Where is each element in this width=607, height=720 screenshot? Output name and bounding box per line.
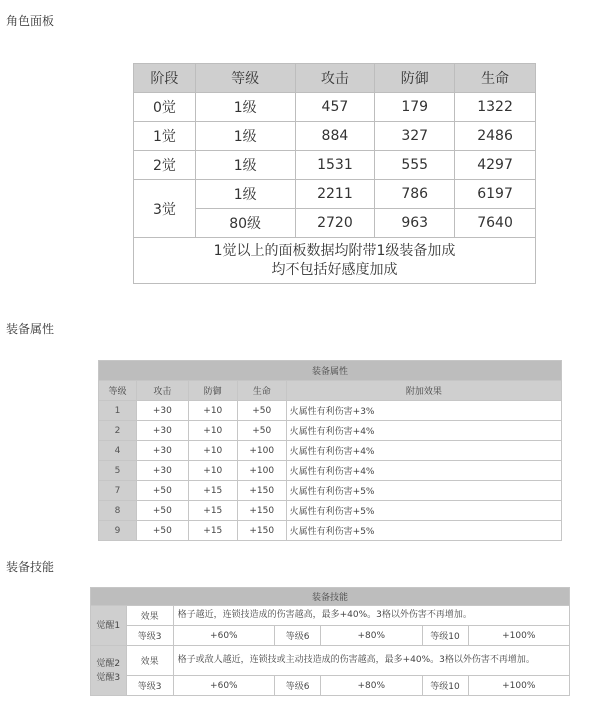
table-row [99, 421, 562, 441]
effect-cell: 火属性有利伤害+3% [286, 401, 561, 421]
level-label: 等级3 [126, 626, 173, 646]
level-label: 等级10 [422, 676, 468, 696]
defense-cell: +15 [188, 481, 237, 501]
note-line: 1觉以上的面板数据均附带1级装备加成 [213, 242, 456, 259]
stage-cell: 0觉 [134, 93, 196, 122]
header-attack: 攻击 [136, 381, 188, 401]
effect-cell: 火属性有利伤害+4% [286, 461, 561, 481]
attack-cell: +30 [136, 441, 188, 461]
level-cell: 2 [99, 421, 137, 441]
header-defense: 防御 [188, 381, 237, 401]
skill-effect-row [91, 646, 570, 676]
table-header-row [99, 381, 562, 401]
table-row [134, 151, 536, 180]
skill-level-row [91, 676, 570, 696]
effect-label: 效果 [126, 606, 173, 626]
table-row [99, 521, 562, 541]
skill-level-row [91, 626, 570, 646]
level-cell: 80级 [195, 209, 295, 238]
level-cell: 8 [99, 501, 137, 521]
awaken-group-label [91, 646, 127, 696]
hp-cell: +50 [237, 421, 286, 441]
table-title-row [99, 361, 562, 381]
level-cell: 4 [99, 441, 137, 461]
effect-label: 效果 [126, 646, 173, 676]
level-value: +100% [468, 676, 569, 696]
defense-cell: 555 [375, 151, 455, 180]
hp-cell: +50 [237, 401, 286, 421]
hp-cell: 1322 [455, 93, 536, 122]
effect-description: 格子越近，连锁技造成的伤害越高，最多+40%。3格以外伤害不再增加。 [173, 606, 569, 626]
defense-cell: +10 [188, 421, 237, 441]
level-cell: 9 [99, 521, 137, 541]
header-defense: 防御 [375, 64, 455, 93]
table-row [99, 461, 562, 481]
stage-cell: 1觉 [134, 122, 196, 151]
attack-cell: 884 [295, 122, 375, 151]
skill-effect-row [91, 606, 570, 626]
attack-cell: 1531 [295, 151, 375, 180]
hp-cell: 7640 [455, 209, 536, 238]
defense-cell: 179 [375, 93, 455, 122]
character-panel-table [133, 63, 536, 284]
awaken-label-line: 觉醒2 [96, 658, 121, 669]
stage-cell: 3觉 [134, 180, 196, 238]
equipment-attributes-table [98, 360, 562, 541]
table-row [134, 122, 536, 151]
hp-cell: 2486 [455, 122, 536, 151]
section-title-panel: 角色面板 [6, 14, 55, 28]
table-title: 装备属性 [99, 361, 562, 381]
awaken-label-line: 觉醒3 [96, 672, 121, 683]
level-cell: 1级 [195, 180, 295, 209]
effect-cell: 火属性有利伤害+4% [286, 421, 561, 441]
header-hp: 生命 [455, 64, 536, 93]
attack-cell: +30 [136, 421, 188, 441]
effect-cell: 火属性有利伤害+5% [286, 521, 561, 541]
defense-cell: 786 [375, 180, 455, 209]
attack-cell: 2720 [295, 209, 375, 238]
defense-cell: 327 [375, 122, 455, 151]
level-cell: 1 [99, 401, 137, 421]
effect-cell: 火属性有利伤害+4% [286, 441, 561, 461]
defense-cell: +10 [188, 401, 237, 421]
level-value: +80% [321, 676, 422, 696]
hp-cell: +100 [237, 461, 286, 481]
header-attack: 攻击 [295, 64, 375, 93]
table-title: 装备技能 [91, 588, 570, 606]
level-label: 等级3 [126, 676, 173, 696]
table-row [99, 441, 562, 461]
defense-cell: +10 [188, 441, 237, 461]
attack-cell: +30 [136, 461, 188, 481]
effect-cell: 火属性有利伤害+5% [286, 481, 561, 501]
attack-cell: +50 [136, 521, 188, 541]
level-value: +100% [468, 626, 569, 646]
effect-description: 格子或敌人越近，连锁技或主动技造成的伤害越高，最多+40%。3格以外伤害不再增加。 [173, 646, 569, 676]
attack-cell: +30 [136, 401, 188, 421]
defense-cell: +10 [188, 461, 237, 481]
attack-cell: +50 [136, 501, 188, 521]
effect-cell: 火属性有利伤害+5% [286, 501, 561, 521]
hp-cell: +150 [237, 481, 286, 501]
attack-cell: 2211 [295, 180, 375, 209]
level-label: 等级6 [275, 676, 321, 696]
header-effect: 附加效果 [286, 381, 561, 401]
defense-cell: +15 [188, 501, 237, 521]
header-level: 等级 [195, 64, 295, 93]
level-cell: 1级 [195, 93, 295, 122]
section-title-equip: 装备属性 [6, 322, 55, 336]
attack-cell: +50 [136, 481, 188, 501]
equipment-skills-table [90, 587, 570, 696]
level-cell: 1级 [195, 122, 295, 151]
note-line: 均不包括好感度加成 [271, 261, 398, 278]
stage-cell: 2觉 [134, 151, 196, 180]
table-header-row [134, 64, 536, 93]
defense-cell: +15 [188, 521, 237, 541]
level-value: +80% [321, 626, 422, 646]
level-value: +60% [173, 676, 274, 696]
defense-cell: 963 [375, 209, 455, 238]
table-row [99, 501, 562, 521]
hp-cell: 6197 [455, 180, 536, 209]
header-stage: 阶段 [134, 64, 196, 93]
note-row [134, 238, 536, 284]
level-cell: 1级 [195, 151, 295, 180]
attack-cell: 457 [295, 93, 375, 122]
table-row [99, 401, 562, 421]
hp-cell: +150 [237, 521, 286, 541]
table-title-row [91, 588, 570, 606]
hp-cell: +100 [237, 441, 286, 461]
hp-cell: 4297 [455, 151, 536, 180]
table-row [134, 180, 536, 209]
level-label: 等级10 [422, 626, 468, 646]
table-row [134, 93, 536, 122]
level-cell: 5 [99, 461, 137, 481]
level-value: +60% [173, 626, 274, 646]
hp-cell: +150 [237, 501, 286, 521]
level-cell: 7 [99, 481, 137, 501]
level-label: 等级6 [275, 626, 321, 646]
section-title-skill: 装备技能 [6, 560, 55, 574]
header-level: 等级 [99, 381, 137, 401]
header-hp: 生命 [237, 381, 286, 401]
panel-note [134, 238, 536, 284]
awaken-group-label: 觉醒1 [91, 606, 127, 646]
table-row [99, 481, 562, 501]
